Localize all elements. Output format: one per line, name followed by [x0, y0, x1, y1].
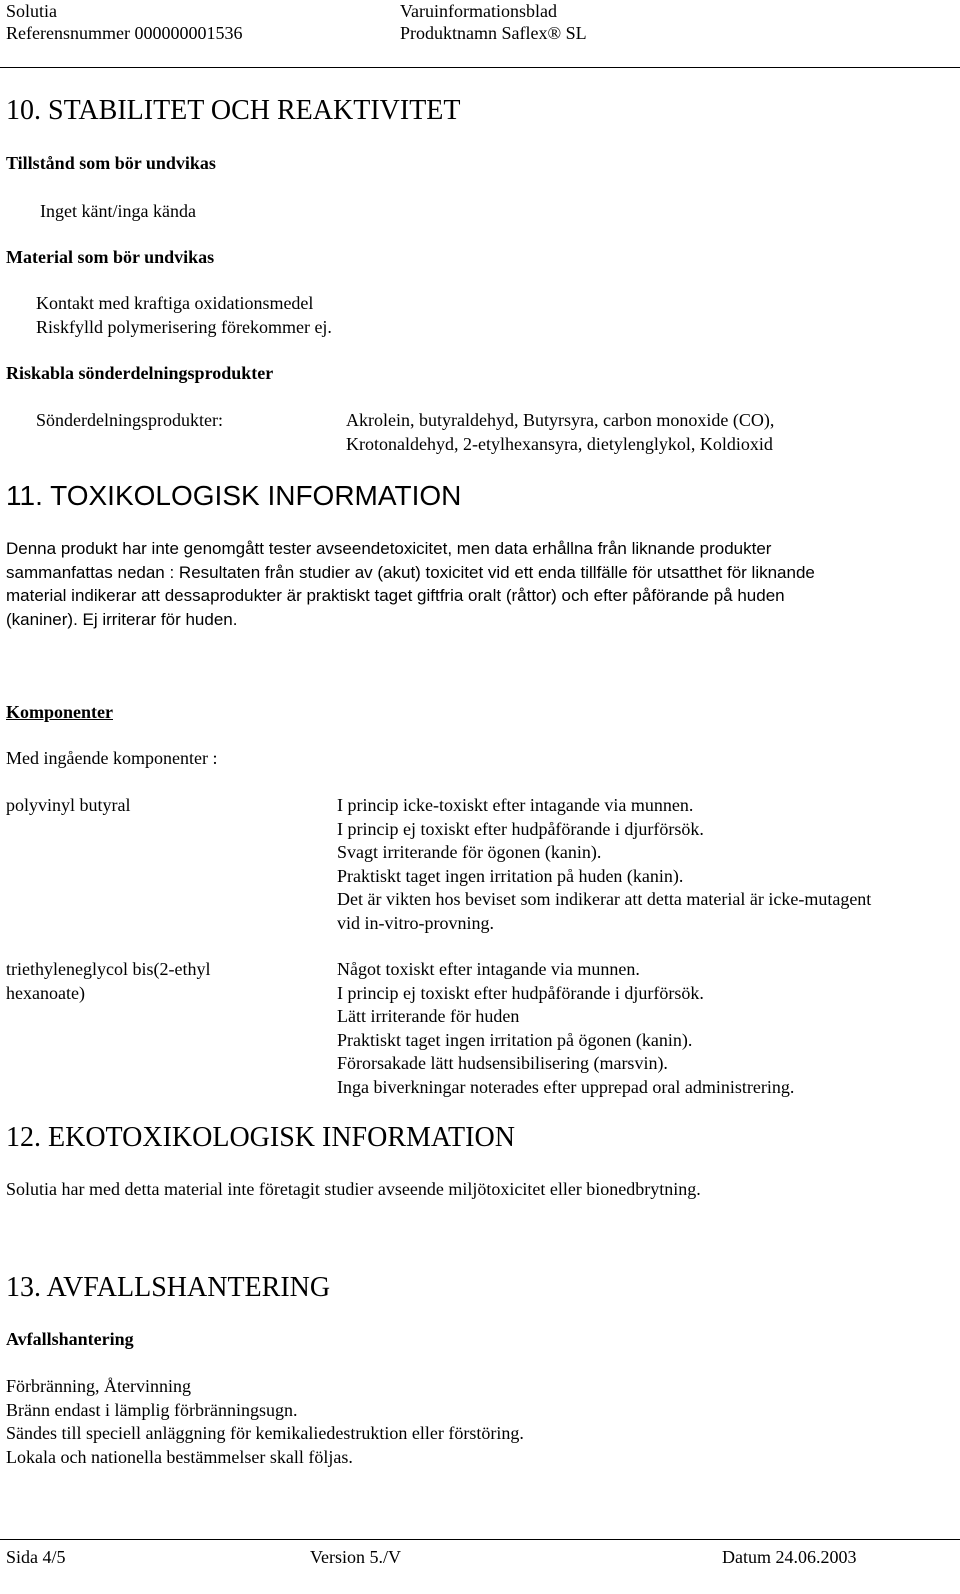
- section-10-title: 10. STABILITET OCH REAKTIVITET: [6, 95, 461, 126]
- decomposition-list: [346, 409, 774, 456]
- materials-heading: Material som bör undvikas: [6, 247, 215, 267]
- footer-page: Sida 4/5: [6, 1547, 66, 1567]
- conditions-text: Inget känt/inga kända: [40, 201, 196, 221]
- ecotox-text: Solutia har med detta material inte företagit studier avseende miljötoxicitet eller bionedbrytning.: [6, 1179, 701, 1199]
- waste-text: [6, 1375, 524, 1469]
- header-doc-type: Varuinformationsblad: [400, 1, 557, 21]
- header-product: Produktnamn Saflex® SL: [400, 23, 587, 43]
- component-name: [6, 958, 210, 1005]
- components-heading: Komponenter: [6, 702, 113, 722]
- header-company: Solutia: [6, 1, 58, 21]
- effect-line: Praktiskt taget ingen irritation på huden (kanin).: [337, 865, 684, 886]
- materials-line: Kontakt med kraftiga oxidationsmedel: [36, 293, 314, 313]
- intro-line: sammanfattas nedan : Resultaten från studier av (akut) toxicitet vid ett enda tillfälle för utsatthet för liknande: [6, 562, 815, 582]
- materials-text: [36, 292, 332, 339]
- decomposition-line: Krotonaldehyd, 2-etylhexansyra, dietylenglykol, Koldioxid: [346, 433, 773, 454]
- footer-divider: [0, 1539, 960, 1540]
- section-13-title: 13. AVFALLSHANTERING: [6, 1272, 331, 1303]
- effect-line: I princip ej toxiskt efter hudpåförande i djurförsök.: [337, 982, 704, 1003]
- waste-line: Lokala och nationella bestämmelser skall följas.: [6, 1446, 353, 1467]
- component-effects: [337, 958, 794, 1099]
- effect-line: Det är vikten hos beviset som indikerar att detta material är icke-mutagent: [337, 889, 872, 909]
- effect-line: Förorsakade lätt hudsensibilisering (marsvin).: [337, 1053, 668, 1073]
- intro-line: Denna produkt har inte genomgått tester avseendetoxicitet, men data erhållna från liknande produkter: [6, 539, 772, 558]
- footer-date: Datum 24.06.2003: [722, 1547, 857, 1567]
- effect-line: Något toxiskt efter intagande via munnen.: [337, 959, 640, 979]
- conditions-heading: Tillstånd som bör undvikas: [6, 153, 216, 173]
- header-divider: [0, 67, 960, 68]
- waste-line: Sändes till speciell anläggning för kemikaliedestruktion eller förstöring.: [6, 1423, 524, 1443]
- component-name-line: triethyleneglycol bis(2-ethyl: [6, 959, 211, 979]
- toxicology-intro: [6, 537, 815, 631]
- effect-line: I princip icke-toxiskt efter intagande via munnen.: [337, 795, 694, 815]
- effect-line: vid in-vitro-provning.: [337, 912, 494, 933]
- effect-line: Praktiskt taget ingen irritation på ögonen (kanin).: [337, 1029, 693, 1050]
- component-effects: [337, 794, 871, 935]
- waste-line: Förbränning, Återvinning: [6, 1376, 191, 1396]
- effect-line: Svagt irriterande för ögonen (kanin).: [337, 842, 602, 862]
- section-12-title: 12. EKOTOXIKOLOGISK INFORMATION: [6, 1122, 515, 1153]
- materials-line: Riskfylld polymerisering förekommer ej.: [36, 316, 332, 337]
- waste-heading: Avfallshantering: [6, 1329, 134, 1349]
- decomposition-label: Sönderdelningsprodukter:: [36, 410, 223, 430]
- footer-version: Version 5./V: [310, 1547, 401, 1567]
- decomposition-line: Akrolein, butyraldehyd, Butyrsyra, carbon monoxide (CO),: [346, 410, 775, 430]
- waste-line: Bränn endast i lämplig förbränningsugn.: [6, 1399, 298, 1420]
- component-name: polyvinyl butyral: [6, 795, 131, 815]
- effect-line: I princip ej toxiskt efter hudpåförande i djurförsök.: [337, 818, 704, 839]
- components-intro: Med ingående komponenter :: [6, 748, 218, 768]
- section-11-title: 11. TOXIKOLOGISK INFORMATION: [6, 480, 462, 511]
- component-name-line: hexanoate): [6, 982, 85, 1003]
- header-reference: Referensnummer 000000001536: [6, 23, 243, 43]
- intro-line: (kaniner). Ej irriterar för huden.: [6, 609, 238, 629]
- decomposition-heading: Riskabla sönderdelningsprodukter: [6, 363, 274, 383]
- intro-line: material indikerar att dessaprodukter är praktiskt taget giftfria oralt (råttor) och efter påförande på huden: [6, 586, 785, 605]
- effect-line: Lätt irriterande för huden: [337, 1006, 520, 1026]
- effect-line: Inga biverkningar noterades efter upprepad oral administrering.: [337, 1076, 795, 1097]
